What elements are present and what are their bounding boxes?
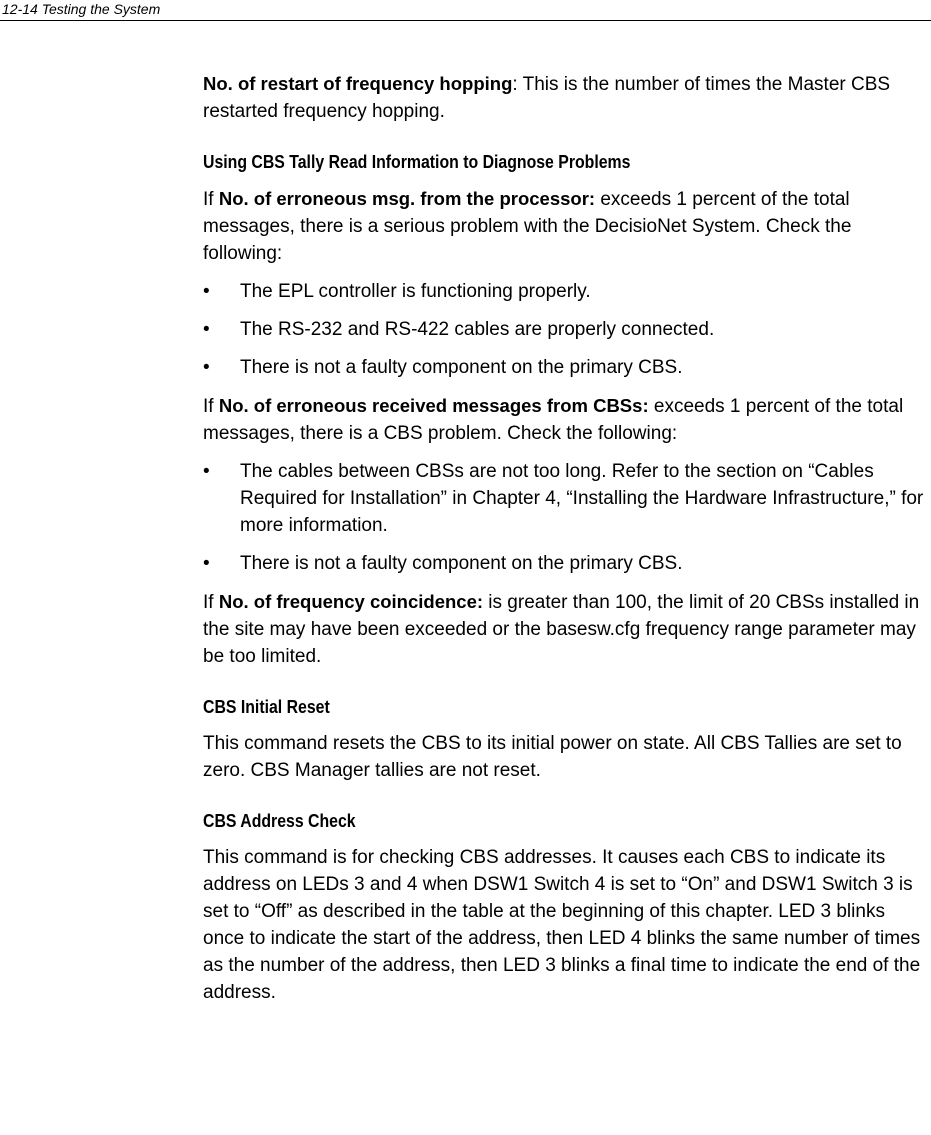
- term-erroneous-received: No. of erroneous received messages from CBSs:: [218, 395, 649, 416]
- if-word: If: [203, 189, 219, 210]
- restart-frequency-text: : This is the number of times the Master CBS restarted frequency hopping.: [203, 74, 891, 122]
- heading-tally-diagnose: Using CBS Tally Read Information to Diagnose Problems: [203, 152, 631, 172]
- bullet-list-2: [203, 458, 931, 577]
- page-header: [0, 0, 931, 21]
- list-item-text: The RS-232 and RS-422 cables are properly connected.: [240, 319, 715, 340]
- term-frequency-coincidence: No. of frequency coincidence:: [218, 591, 484, 612]
- heading-initial-reset: CBS Initial Reset: [203, 697, 330, 717]
- frequency-coincidence-paragraph: [203, 588, 931, 670]
- bullet-glyph: •: [203, 461, 210, 482]
- term-erroneous-msg: No. of erroneous msg. from the processor:: [218, 188, 596, 209]
- list-item: [203, 550, 931, 577]
- list-item-text: There is not a faulty component on the primary CBS.: [240, 553, 683, 574]
- list-item: [203, 354, 931, 381]
- restart-frequency-paragraph: [203, 70, 931, 125]
- initial-reset-paragraph: This command resets the CBS to its initial power on state. All CBS Tallies are set to zero. CBS Manager tallies are not reset.: [203, 733, 902, 781]
- erroneous-received-paragraph: [203, 392, 931, 447]
- if-word: If: [203, 592, 219, 613]
- page-body: [203, 70, 931, 1006]
- erroneous-msg-text: exceeds 1 percent of the total messages, there is a serious problem with the DecisioNet System. Check the following:: [203, 189, 852, 264]
- frequency-coincidence-text: is greater than 100, the limit of 20 CBSs installed in the site may have been exceeded or the basesw.cfg frequency range parameter may be too limited.: [203, 592, 920, 667]
- list-item-text: The EPL controller is functioning properly.: [240, 281, 591, 302]
- address-check-paragraph: This command is for checking CBS addresses. It causes each CBS to indicate its address on LEDs 3 and 4 when DSW1 Switch 4 is set to “On” and DSW1 Switch 3 is set to “Off” as described in the table at the beginning of this chapter. LED 3 blinks once to indicate the start of the address, then LED 4 blinks the same number of times as the number of the address, then LED 3 blinks a final time to indicate the end of the address.: [203, 847, 921, 1003]
- bullet-list-1: [203, 278, 931, 381]
- erroneous-msg-paragraph: [203, 185, 931, 267]
- list-item: [203, 316, 931, 343]
- list-item-text: There is not a faulty component on the primary CBS.: [240, 357, 683, 378]
- bullet-glyph: •: [203, 281, 210, 302]
- term-restart-frequency: No. of restart of frequency hopping: [203, 73, 513, 94]
- bullet-glyph: •: [203, 319, 210, 340]
- bullet-glyph: •: [203, 357, 210, 378]
- bullet-glyph: •: [203, 553, 210, 574]
- heading-address-check: CBS Address Check: [203, 811, 356, 831]
- list-item-text: The cables between CBSs are not too long. Refer to the section on “Cables Required for Installation” in Chapter 4, “Installing the Hardware Infrastructure,” for more information.: [240, 461, 924, 536]
- erroneous-received-text: exceeds 1 percent of the total messages, there is a CBS problem. Check the following:: [203, 396, 904, 444]
- if-word: If: [203, 396, 219, 417]
- page-header-text: 12-14 Testing the System: [2, 1, 161, 17]
- list-item: [203, 458, 931, 539]
- list-item: [203, 278, 931, 305]
